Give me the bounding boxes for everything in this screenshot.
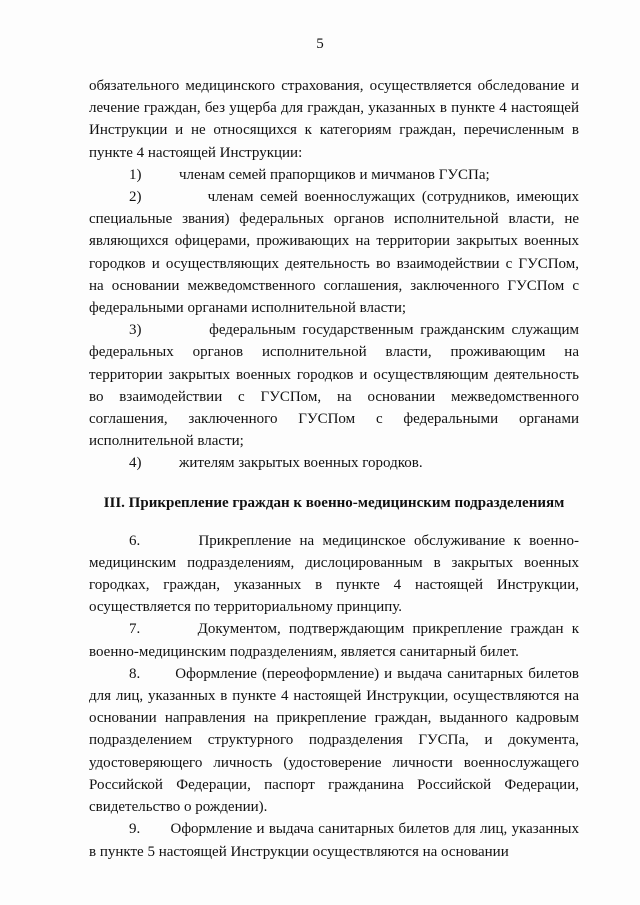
list-item-number: 2) (129, 189, 142, 206)
intro-paragraph: обязательного медицинского страхования, осуществляется обследование и лечение граждан, без ущерба для граждан, указанных в пункте 4 настоящей Инструкции и не относящихся к категориям граждан, перечисленным в пункте 4 настоящей Инструкции: (89, 78, 579, 161)
page-number: 5 (316, 36, 324, 52)
list-item-number: 1) (129, 166, 142, 183)
paragraph-text: Оформление и выдача санитарных билетов для лиц, указанных в пункте 5 настоящей Инструкции осуществляются на основании (89, 821, 579, 860)
section-heading: III. Прикрепление граждан к военно-медицинским подразделениям (103, 494, 565, 511)
paragraph-number: 6. (129, 532, 141, 549)
numbered-paragraph (89, 818, 579, 862)
list-item-number: 3) (129, 322, 142, 339)
list-item-number: 4) (129, 455, 142, 472)
recipient-list (89, 164, 579, 475)
list-item-text: членам семей прапорщиков и мичманов ГУСПа; (179, 166, 490, 183)
paragraph-text: Прикрепление на медицинское обслуживание к военно-медицинским подразделениям, дислоцированным в закрытых военных городках, граждан, указанных в пункте 4 настоящей Инструкции, осуществляется по территориальному принципу. (89, 532, 579, 616)
document-body (89, 75, 579, 863)
paragraph-text: Оформление (переоформление) и выдача санитарных билетов для лиц, указанных в пункте 4 настоящей Инструкции, осуществляются на основании направления на прикрепление граждан, выданного кадровым подразделением структурного подразделения ГУСПа, и документа, удостоверяющего личность (удостоверение личности военнослужащего Российской Федерации, паспорт гражданина Российской Федерации, свидетельство о рождении). (89, 665, 579, 816)
paragraph-number: 8. (129, 665, 141, 682)
list-item (89, 164, 579, 186)
paragraph-number: 9. (129, 821, 141, 838)
numbered-paragraphs (89, 530, 579, 863)
numbered-paragraph (89, 618, 579, 662)
paragraph-number: 7. (129, 621, 141, 638)
list-item-text: членам семей военнослужащих (сотрудников, имеющих специальные звания) федеральных органов исполнительной власти, не являющихся офицерами, проживающих на территории закрытых военных городков и осуществляющих деятельность во взаимодействии с ГУСПом, на основании межведомственного соглашения, заключенного ГУСПом с федеральными органами исполнительной власти; (89, 189, 580, 317)
numbered-paragraph (89, 663, 579, 818)
list-item (89, 319, 579, 452)
list-item (89, 452, 579, 474)
list-item-text: жителям закрытых военных городков. (179, 455, 423, 472)
numbered-paragraph (89, 530, 579, 619)
paragraph-text: Документом, подтверждающим прикрепление граждан к военно-медицинским подразделениям, является санитарный билет. (89, 621, 579, 660)
list-item-text: федеральным государственным гражданским служащим федеральных органов исполнительной власти, проживающим на территории закрытых военных городков и осуществляющим деятельность во взаимодействии с ГУСПом, на основании межведомственного соглашения, заключенного ГУСПом с федеральными органами исполнительной власти; (89, 322, 580, 450)
list-item (89, 186, 579, 319)
